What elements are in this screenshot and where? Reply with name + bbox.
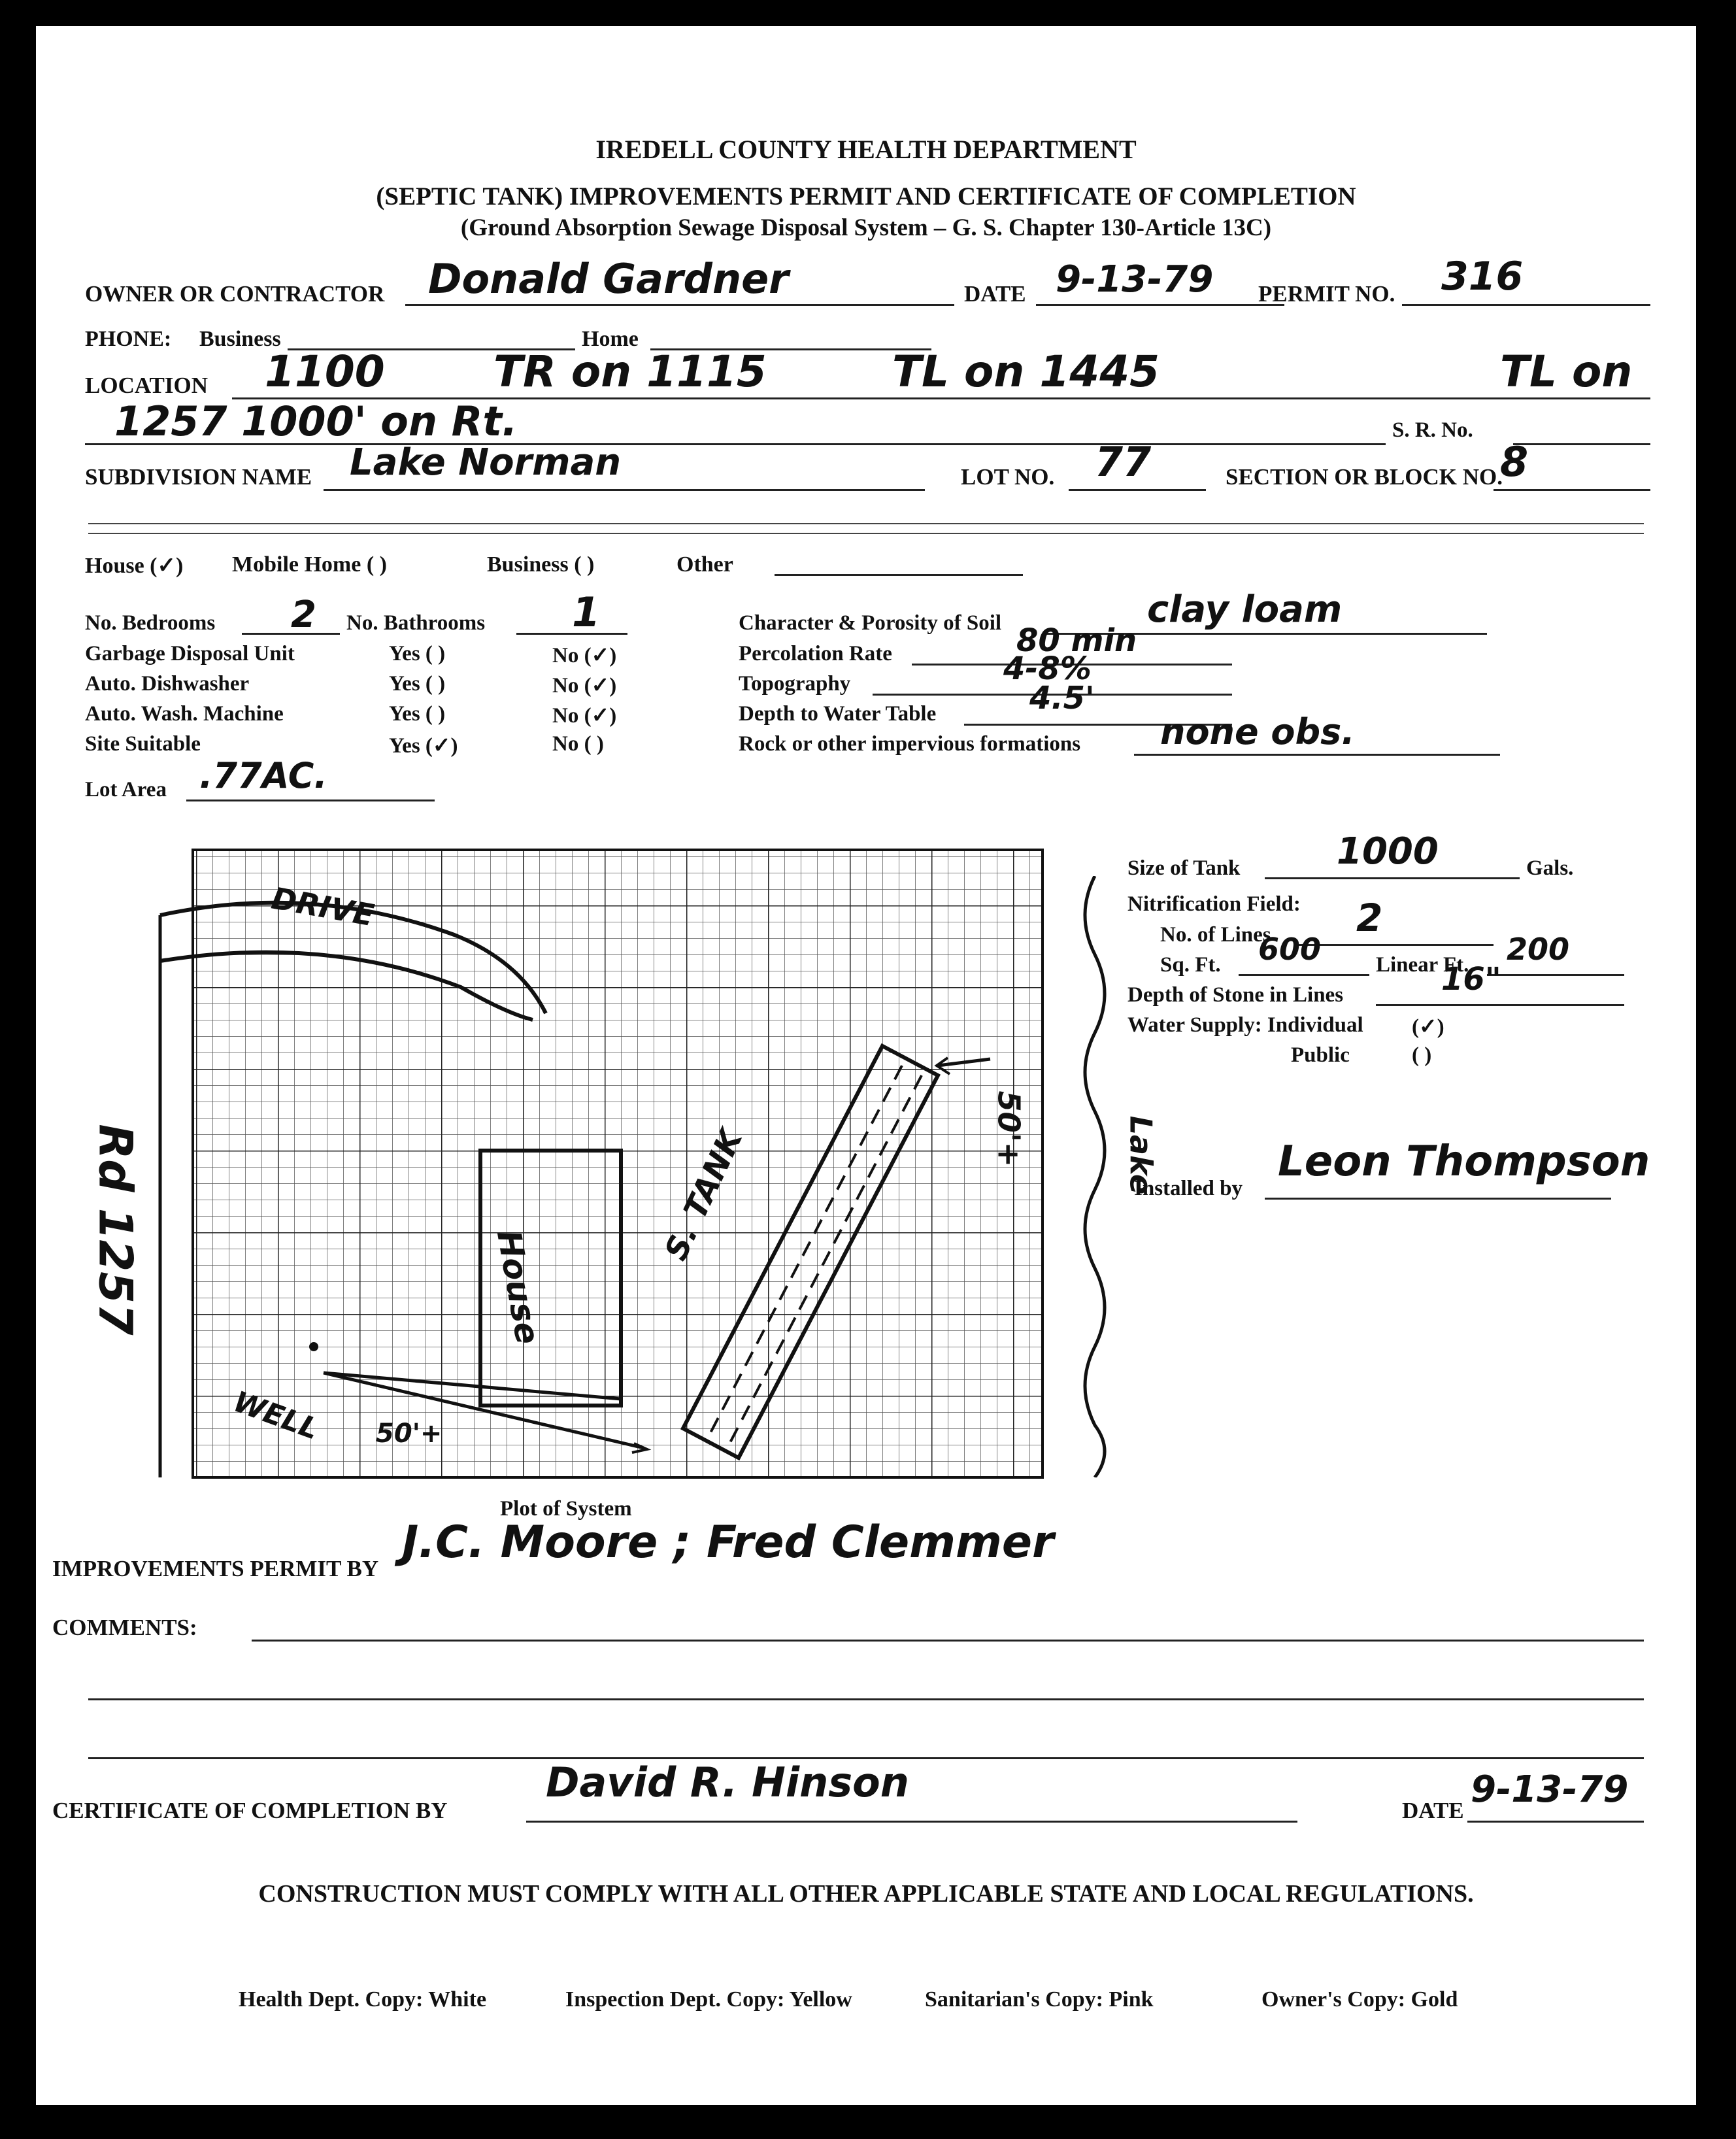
water-supply-label: Water Supply: Individual xyxy=(1127,1013,1363,1037)
certificate-date-value: 9-13-79 xyxy=(1471,1768,1629,1811)
lot-value: 77 xyxy=(1095,438,1152,486)
department-title: IREDELL COUNTY HEALTH DEPARTMENT xyxy=(595,135,1137,164)
lake-shoreline xyxy=(1069,876,1121,1477)
lot-line xyxy=(1069,489,1206,491)
percolation-value: 80 min xyxy=(1016,622,1137,659)
permit-by-label: IMPROVEMENTS PERMIT BY xyxy=(52,1556,379,1581)
location-value-4: TL on xyxy=(1500,346,1633,397)
water-table-label: Depth to Water Table xyxy=(739,702,937,726)
divider-top-2 xyxy=(88,533,1644,534)
comments-line-2 xyxy=(88,1698,1644,1700)
wash-machine-yes: Yes ( ) xyxy=(389,702,446,726)
installed-by-line xyxy=(1265,1198,1611,1200)
water-public-label: Public xyxy=(1291,1043,1350,1067)
section-value: 8 xyxy=(1500,438,1529,486)
topography-value: 4-8% xyxy=(1003,650,1092,687)
owner-label: OWNER OR CONTRACTOR xyxy=(85,281,385,307)
site-suitable-no: No ( ) xyxy=(552,732,604,756)
location-value-5: 1257 1000' on Rt. xyxy=(114,397,518,445)
plot-caption: Plot of System xyxy=(500,1497,632,1521)
permit-line xyxy=(1402,304,1650,306)
water-public-mark: ( ) xyxy=(1412,1043,1432,1067)
plot-well-distance: 50'+ xyxy=(376,1419,442,1449)
garbage-disposal-label: Garbage Disposal Unit xyxy=(85,642,295,665)
sqft-value: 600 xyxy=(1258,932,1322,967)
location-value-2: TR on 1115 xyxy=(493,346,767,397)
bedrooms-value: 2 xyxy=(291,594,316,636)
section-line xyxy=(1494,489,1650,491)
plot-road-label: Rd 1257 xyxy=(88,1124,142,1336)
phone-label: PHONE: xyxy=(85,327,172,351)
subdivision-line xyxy=(324,489,925,491)
stone-depth-value: 16" xyxy=(1441,961,1501,998)
linear-ft-line xyxy=(1487,974,1624,976)
installed-by-label: Installed by xyxy=(1134,1177,1243,1200)
section-label: SECTION OR BLOCK NO. xyxy=(1226,464,1503,490)
rock-line xyxy=(1134,754,1500,756)
certificate-date-line xyxy=(1467,1821,1644,1823)
home-phone-label: Home xyxy=(582,327,639,351)
plot-drive-label: DRIVE xyxy=(269,880,377,934)
wash-machine-no: No (✓) xyxy=(552,704,617,728)
comments-label: COMMENTS: xyxy=(52,1615,197,1640)
sqft-line xyxy=(1239,974,1369,976)
form-title: (SEPTIC TANK) IMPROVEMENTS PERMIT AND CERTIFICATE OF COMPLETION xyxy=(376,182,1356,211)
garbage-disposal-yes: Yes ( ) xyxy=(389,642,446,665)
water-individual-mark: (✓) xyxy=(1412,1015,1444,1039)
site-suitable-label: Site Suitable xyxy=(85,732,201,756)
topography-label: Topography xyxy=(739,672,851,696)
site-suitable-yes: Yes (✓) xyxy=(389,734,458,758)
lot-area-line xyxy=(186,800,435,801)
lot-area-value: .77AC. xyxy=(199,755,327,796)
divider-top-1 xyxy=(88,523,1644,524)
tank-size-line xyxy=(1265,877,1520,879)
dishwasher-no: No (✓) xyxy=(552,674,617,698)
bedrooms-label: No. Bedrooms xyxy=(85,611,216,635)
stone-depth-line xyxy=(1376,1004,1624,1006)
certificate-value: David R. Hinson xyxy=(546,1759,909,1806)
tank-gals-label: Gals. xyxy=(1526,856,1574,880)
comments-line-1 xyxy=(252,1640,1644,1642)
owner-line xyxy=(405,304,954,306)
dishwasher-label: Auto. Dishwasher xyxy=(85,672,250,696)
certificate-date-label: DATE xyxy=(1402,1798,1464,1823)
bathrooms-label: No. Bathrooms xyxy=(346,611,486,635)
plot-house-label: House xyxy=(489,1227,547,1347)
linear-ft-value: 200 xyxy=(1507,932,1570,967)
rock-label: Rock or other impervious formations xyxy=(739,732,1081,756)
business-option: Business ( ) xyxy=(487,552,595,577)
lot-label: LOT NO. xyxy=(961,464,1055,490)
plot-lake-label: Lake xyxy=(1123,1115,1159,1195)
date-value: 9-13-79 xyxy=(1056,258,1214,301)
water-table-value: 4.5' xyxy=(1029,680,1095,716)
sqft-label: Sq. Ft. xyxy=(1160,953,1221,977)
bathrooms-value: 1 xyxy=(572,588,601,636)
plot-tank-label: S. TANK xyxy=(658,1124,750,1266)
nitrification-label: Nitrification Field: xyxy=(1127,892,1301,916)
plot-lake-distance: 50'+ xyxy=(991,1090,1027,1168)
business-phone-label: Business xyxy=(199,327,281,351)
certificate-line xyxy=(526,1821,1297,1823)
lines-line xyxy=(1297,944,1494,946)
linear-ft-label: Linear Ft. xyxy=(1376,953,1469,977)
location-value-1: 1100 xyxy=(265,346,385,397)
copy-health: Health Dept. Copy: White xyxy=(239,1987,487,2012)
subdivision-value: Lake Norman xyxy=(350,441,622,484)
installed-by-value: Leon Thompson xyxy=(1278,1137,1650,1186)
location-value-3: TL on 1445 xyxy=(892,346,1160,397)
compliance-notice: CONSTRUCTION MUST COMPLY WITH ALL OTHER APPLICABLE STATE AND LOCAL REGULATIONS. xyxy=(258,1880,1474,1908)
tank-size-label: Size of Tank xyxy=(1127,856,1241,880)
sr-label: S. R. No. xyxy=(1392,418,1473,442)
dishwasher-yes: Yes ( ) xyxy=(389,672,446,696)
date-label: DATE xyxy=(964,281,1026,307)
garbage-disposal-no: No (✓) xyxy=(552,644,617,667)
soil-label: Character & Porosity of Soil xyxy=(739,611,1002,635)
wash-machine-label: Auto. Wash. Machine xyxy=(85,702,284,726)
copy-owner: Owner's Copy: Gold xyxy=(1261,1987,1458,2012)
certificate-label: CERTIFICATE OF COMPLETION BY xyxy=(52,1798,448,1823)
permit-label: PERMIT NO. xyxy=(1258,281,1395,307)
stone-depth-label: Depth of Stone in Lines xyxy=(1127,983,1344,1007)
date-line xyxy=(1036,304,1284,306)
sr-line xyxy=(1513,443,1650,445)
house-option: House (✓) xyxy=(85,554,184,578)
lines-label: No. of Lines xyxy=(1160,923,1271,947)
permit-form xyxy=(36,26,1696,2105)
permit-by-value: J.C. Moore ; Fred Clemmer xyxy=(402,1517,1054,1568)
form-subtitle: (Ground Absorption Sewage Disposal System – G. S. Chapter 130-Article 13C) xyxy=(460,214,1272,241)
tank-size-value: 1000 xyxy=(1337,830,1439,873)
plot-well-label: WELL xyxy=(229,1385,324,1447)
rock-value: none obs. xyxy=(1160,711,1355,752)
owner-value: Donald Gardner xyxy=(428,255,789,303)
mobile-home-option: Mobile Home ( ) xyxy=(232,552,387,577)
copy-inspection: Inspection Dept. Copy: Yellow xyxy=(565,1987,852,2012)
other-option: Other xyxy=(676,552,733,577)
location-label: LOCATION xyxy=(85,373,208,398)
soil-value: clay loam xyxy=(1147,588,1343,631)
lot-area-label: Lot Area xyxy=(85,778,167,801)
percolation-label: Percolation Rate xyxy=(739,642,892,665)
copy-sanitarian: Sanitarian's Copy: Pink xyxy=(925,1987,1154,2012)
lines-value: 2 xyxy=(1356,896,1383,940)
permit-value: 316 xyxy=(1441,254,1524,299)
other-line xyxy=(775,574,1023,576)
subdivision-label: SUBDIVISION NAME xyxy=(85,464,312,490)
